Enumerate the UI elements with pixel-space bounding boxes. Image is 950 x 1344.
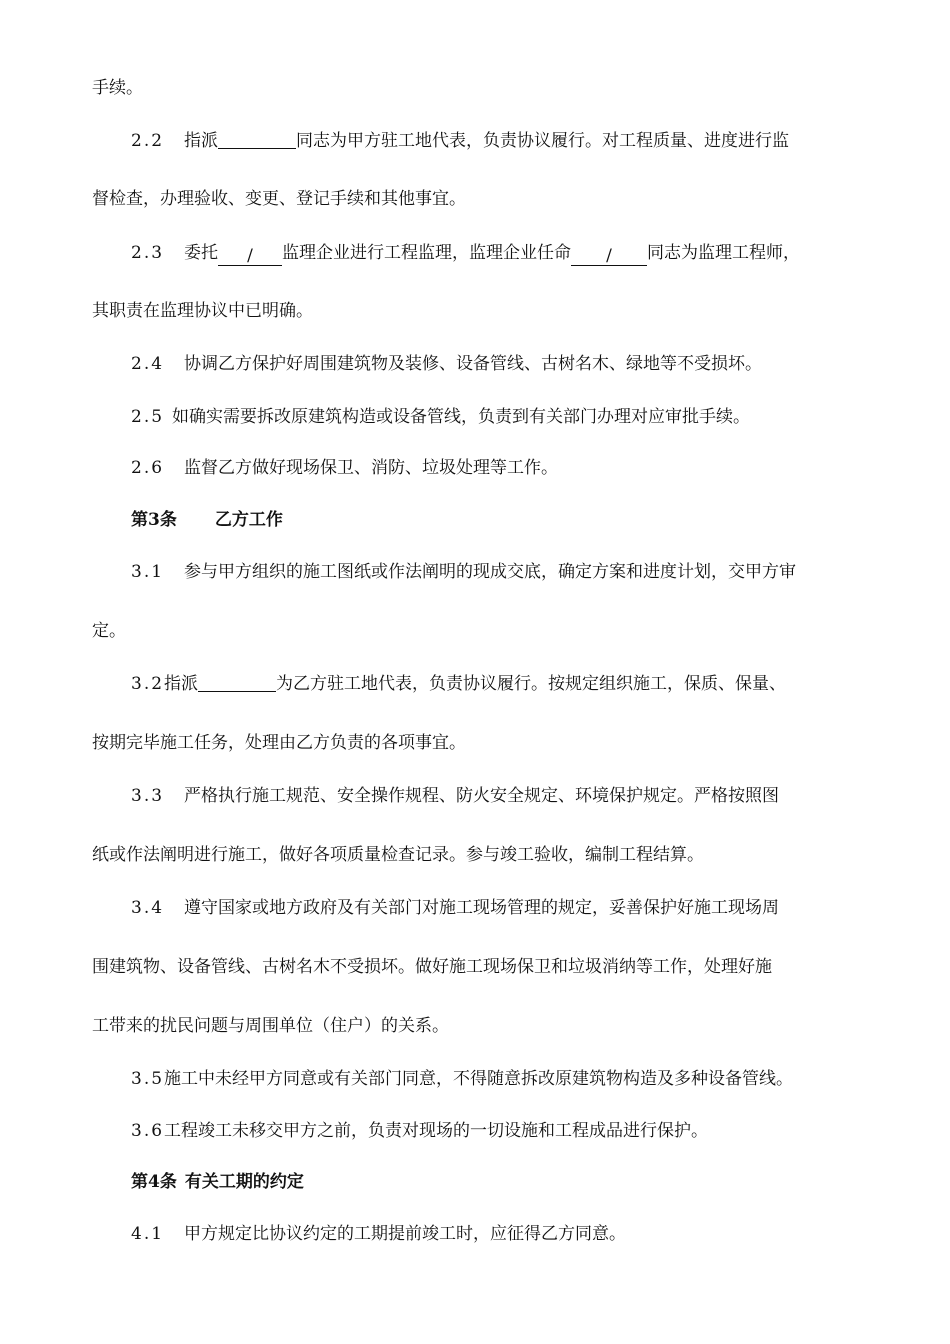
clause-3-6 (131, 1119, 911, 1143)
fill-blank (218, 130, 296, 149)
clause-text: 指派 (164, 674, 199, 694)
clause-number: 2.3 (131, 243, 165, 263)
clause-number: 3.2 (131, 674, 165, 694)
clause-text: 为乙方驻工地代表，负责协议履行。按规定组织施工，保质、保量、 (276, 674, 787, 694)
article-heading-3 (131, 508, 911, 532)
clause-3-2 (131, 672, 911, 696)
clause-4-1 (131, 1222, 911, 1246)
clause-text: 甲方规定比协议约定的工期提前竣工时，应征得乙方同意。 (184, 1224, 627, 1244)
clause-number: 3.4 (131, 898, 165, 918)
clause-3-1 (131, 560, 911, 584)
clause-2-4 (131, 352, 911, 376)
clause-text: 如确实需要拆改原建筑构造或设备管线，负责到有关部门办理对应审批手续。 (172, 407, 751, 427)
clause-text: 协调乙方保护好周围建筑物及装修、设备管线、古树名木、绿地等不受损坏。 (184, 354, 763, 374)
paragraph-line: 工带来的扰民问题与周围单位（住户）的关系。 (92, 1016, 449, 1036)
clause-number: 2.2 (131, 131, 165, 151)
clause-text: 遵守国家或地方政府及有关部门对施工现场管理的规定，妥善保护好施工现场周 (184, 898, 780, 918)
paragraph-line: 其职责在监理协议中已明确。 (92, 301, 313, 321)
clause-2-2 (131, 129, 911, 153)
paragraph-line: 按期完毕施工任务，处理由乙方负责的各项事宜。 (92, 733, 466, 753)
clause-text: 施工中未经甲方同意或有关部门同意，不得随意拆改原建筑物构造及多种设备管线。 (164, 1069, 794, 1089)
clause-number: 4.1 (131, 1224, 165, 1244)
clause-text: 监督乙方做好现场保卫、消防、垃圾处理等工作。 (184, 458, 559, 478)
clause-2-3 (131, 241, 911, 266)
clause-text: 同志为甲方驻工地代表，负责协议履行。对工程质量、进度进行监 (296, 131, 790, 151)
fill-blank: / (218, 247, 282, 266)
clause-number: 2.4 (131, 354, 165, 374)
fill-blank (198, 673, 276, 692)
clause-number: 3.6 (131, 1121, 165, 1141)
clause-text: 严格执行施工规范、安全操作规程、防火安全规定、环境保护规定。严格按照图 (184, 786, 780, 806)
fill-blank: / (571, 247, 647, 266)
paragraph-line: 纸或作法阐明进行施工，做好各项质量检查记录。参与竣工验收，编制工程结算。 (92, 845, 704, 865)
article-title: 有关工期的约定 (184, 1172, 304, 1192)
article-title: 乙方工作 (214, 510, 283, 530)
clause-3-4 (131, 896, 911, 920)
paragraph-line: 督检查，办理验收、变更、登记手续和其他事宜。 (92, 189, 466, 209)
clause-number: 2.6 (131, 458, 165, 478)
clause-text: 监理企业进行工程监理，监理企业任命 (282, 243, 572, 263)
article-heading-4 (131, 1170, 911, 1194)
clause-2-5 (131, 405, 911, 429)
clause-2-6 (131, 456, 911, 480)
article-number: 第4条 (131, 1172, 177, 1192)
clause-text: 同志为监理工程师， (647, 243, 801, 263)
clause-3-5 (131, 1067, 911, 1091)
paragraph-line: 手续。 (92, 78, 143, 98)
clause-text: 委托 (184, 243, 219, 263)
article-number: 第3条 (131, 510, 177, 530)
clause-number: 2.5 (131, 407, 165, 427)
paragraph-line: 定。 (92, 621, 126, 641)
clause-text: 指派 (184, 131, 219, 151)
clause-text: 参与甲方组织的施工图纸或作法阐明的现成交底，确定方案和进度计划，交甲方审 (184, 562, 797, 582)
clause-3-3 (131, 784, 911, 808)
paragraph-line: 围建筑物、设备管线、古树名木不受损坏。做好施工现场保卫和垃圾消纳等工作，处理好施 (92, 957, 772, 977)
clause-number: 3.5 (131, 1069, 165, 1089)
clause-number: 3.1 (131, 562, 165, 582)
clause-number: 3.3 (131, 786, 165, 806)
clause-text: 工程竣工未移交甲方之前，负责对现场的一切设施和工程成品进行保护。 (164, 1121, 709, 1141)
